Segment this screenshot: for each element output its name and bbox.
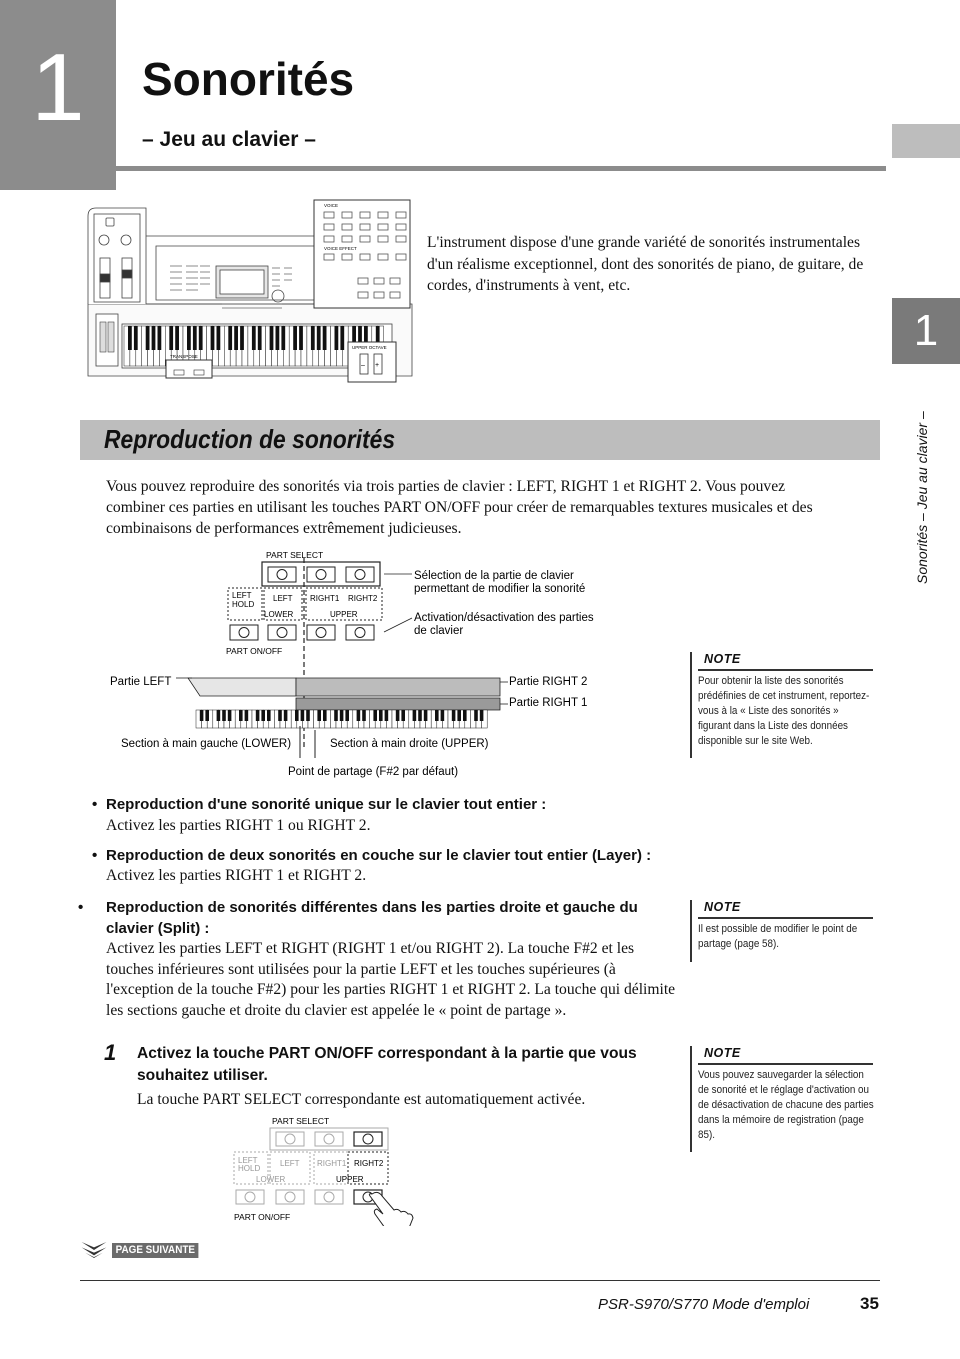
black-key	[317, 710, 321, 721]
black-key	[441, 710, 445, 721]
section-title: Reproduction de sonorités	[104, 424, 396, 454]
black-key	[340, 710, 344, 721]
side-tab-top	[892, 124, 960, 158]
octave-minus: –	[361, 362, 365, 369]
black-key	[301, 710, 305, 721]
black-key	[340, 326, 344, 350]
black-key	[463, 710, 467, 721]
split-point-label: Point de partage (F#2 par défaut)	[288, 766, 459, 778]
black-key	[295, 710, 299, 721]
voice-label: VOICE	[324, 203, 339, 208]
black-key	[258, 326, 262, 350]
right2-label: RIGHT2	[348, 594, 378, 603]
note-2-body: Il est possible de modifier le point de partage (page 58).	[698, 923, 858, 950]
black-key	[239, 710, 243, 721]
page-number: 35	[860, 1294, 879, 1313]
page-subtitle: – Jeu au clavier –	[142, 128, 316, 151]
black-key	[193, 326, 197, 350]
callout-select-1: Sélection de la partie de clavier	[414, 570, 574, 582]
voice-effect-label: VOICE EFFECT	[324, 246, 357, 251]
black-key	[228, 710, 232, 721]
note-3	[690, 1046, 875, 1152]
black-key	[199, 326, 203, 350]
diagram-keyboard	[196, 710, 487, 728]
black-key	[480, 710, 484, 721]
black-key	[270, 326, 274, 350]
note-1	[690, 652, 875, 758]
step-heading: Activez la touche PART ON/OFF correspondant à la partie que vous souhaitez utiliser.	[137, 1045, 637, 1084]
d2-left-label: LEFT	[280, 1159, 300, 1168]
black-key	[323, 326, 327, 350]
black-key	[379, 710, 383, 721]
d2-right2-label: RIGHT2	[354, 1159, 384, 1168]
callout-onoff-1: Activation/désactivation des parties	[414, 612, 594, 624]
black-key	[146, 326, 150, 350]
black-key	[284, 710, 288, 721]
partie-left-label: Partie LEFT	[110, 676, 172, 688]
partie-right2-label: Partie RIGHT 2	[509, 676, 588, 688]
black-key	[228, 326, 232, 350]
black-key	[276, 326, 280, 350]
black-key	[240, 326, 244, 350]
black-key	[413, 710, 417, 721]
black-key	[169, 326, 173, 350]
d2-lower-label: LOWER	[256, 1175, 286, 1184]
upper-label: UPPER	[330, 610, 358, 619]
black-key	[334, 710, 338, 721]
black-key	[128, 326, 132, 350]
section-lower-label: Section à main gauche (LOWER)	[121, 738, 292, 750]
bullet-2-body: Activez les parties RIGHT 1 et RIGHT 2.	[106, 867, 367, 884]
black-key	[457, 710, 461, 721]
upper-octave-label: UPPER OCTAVE	[352, 345, 387, 350]
part-on-off-label: PART ON/OFF	[226, 646, 283, 656]
black-key	[205, 710, 209, 721]
black-key	[396, 710, 400, 721]
d2-upper-label: UPPER	[336, 1175, 364, 1184]
step-number: 1	[104, 1040, 117, 1065]
section-upper-label: Section à main droite (UPPER)	[330, 738, 489, 750]
black-key	[187, 326, 191, 350]
part-select-label: PART SELECT	[266, 550, 324, 560]
bullet-3-head: • Reproduction de sonorités différentes dans les parties droite et gauche du clavier (Split) :	[78, 899, 638, 937]
black-key	[474, 710, 478, 721]
d2-part-on-off-label: PART ON/OFF	[234, 1212, 291, 1222]
black-key	[281, 326, 285, 350]
octave-plus: +	[375, 362, 380, 369]
footer-rule	[80, 1280, 880, 1281]
black-key	[373, 710, 377, 721]
black-key	[134, 326, 138, 350]
step-body: La touche PART SELECT correspondante est automatiquement activée.	[137, 1091, 586, 1108]
black-key	[158, 326, 162, 350]
black-key	[152, 326, 156, 350]
black-key	[234, 326, 238, 350]
part-diagram	[100, 548, 620, 780]
black-key	[335, 326, 339, 350]
transpose-label: TRANSPOSE	[170, 354, 198, 359]
black-key	[435, 710, 439, 721]
black-key	[175, 326, 179, 350]
bullet-1-body: Activez les parties RIGHT 1 ou RIGHT 2.	[106, 817, 371, 834]
left-hold-label-2: HOLD	[232, 600, 255, 609]
intro-paragraph: L'instrument dispose d'une grande variété de sonorités instrumentales d'un réalisme exceptionnel, dont des sonorités de piano, de guitare, de cordes, d'instruments à vent, etc.	[427, 234, 864, 294]
section-paragraph: Vous pouvez reproduire des sonorités via trois parties de clavier : LEFT, RIGHT 1 et RIGHT 2. Vous pouvez combiner ces parties en utilisant les touches PART ON/OFF pour créer de remarquables textures musicales et des combinaisons de performances extrêmement judicieuses.	[106, 478, 813, 537]
note-3-title: NOTE	[704, 1046, 741, 1060]
d2-left-hold-2: HOLD	[238, 1164, 261, 1173]
note-2	[690, 900, 875, 962]
callout-onoff-2: de clavier	[414, 625, 464, 637]
black-key	[217, 326, 221, 350]
side-tab-number: 1	[892, 298, 960, 364]
part-select-diagram	[228, 1114, 428, 1226]
right1-label: RIGHT1	[310, 594, 340, 603]
d2-part-select-label: PART SELECT	[272, 1116, 330, 1126]
black-key	[267, 710, 271, 721]
black-key	[299, 326, 303, 350]
partie-right1-label: Partie RIGHT 1	[509, 697, 588, 709]
black-key	[345, 710, 349, 721]
instrument-illustration	[86, 196, 416, 386]
black-key	[200, 710, 204, 721]
black-key	[293, 326, 297, 350]
header-rule	[116, 166, 886, 171]
black-key	[211, 326, 215, 350]
black-key	[418, 710, 422, 721]
black-key	[452, 710, 456, 721]
left-hold-label-1: LEFT	[232, 591, 252, 600]
black-key	[317, 326, 321, 350]
next-page-label[interactable]: PAGE SUIVANTE	[112, 1243, 199, 1258]
chapter-number: 1	[31, 34, 85, 141]
black-key	[323, 710, 327, 721]
black-key	[424, 710, 428, 721]
bullet-2-head: • Reproduction de deux sonorités en couche sur le clavier tout entier (Layer) :	[92, 847, 652, 864]
black-key	[245, 710, 249, 721]
bullet-3-body: Activez les parties LEFT et RIGHT (RIGHT 1 et/ou RIGHT 2). La touche F#2 et les touches inférieures sont utilisées pour la partie LEFT et les touches supérieures (à l'exception de la touche F#2) pour les parties RIGHT 1 et RIGHT 2. La touche qui délimite les sections gauche et droite du clavier est appelée le « point de partage ».	[106, 940, 676, 1019]
next-page-arrows-icon	[80, 1242, 108, 1258]
lower-label: LOWER	[264, 610, 294, 619]
black-key	[362, 710, 366, 721]
illustration-keys	[124, 326, 384, 366]
black-key	[401, 710, 405, 721]
note-1-body: Pour obtenir la liste des sonorités prédéfinies de cet instrument, reportez-vous à la « Liste des sonorités » figurant dans la Liste des données disponible sur le site Web.	[698, 675, 870, 747]
note-2-title: NOTE	[704, 900, 741, 914]
black-key	[217, 710, 221, 721]
black-key	[252, 326, 256, 350]
left-label: LEFT	[273, 594, 293, 603]
black-key	[306, 710, 310, 721]
footer-manual-title: PSR-S970/S770 Mode d'emploi	[598, 1296, 810, 1313]
note-3-body: Vous pouvez sauvegarder la sélection de sonorité et le réglage d'activation ou de désactivation de chacune des parties dans la mémoire de registration (page 85).	[698, 1069, 874, 1141]
black-key	[278, 710, 282, 721]
black-key	[357, 710, 361, 721]
d2-right1-label: RIGHT1	[317, 1159, 347, 1168]
bullet-1-head: • Reproduction d'une sonorité unique sur le clavier tout entier :	[92, 796, 547, 813]
side-running-title: Sonorités – Jeu au clavier –	[914, 411, 930, 584]
page-title: Sonorités	[142, 53, 355, 105]
black-key	[261, 710, 265, 721]
note-1-title: NOTE	[704, 652, 741, 666]
black-key	[222, 710, 226, 721]
black-key	[311, 326, 315, 350]
black-key	[385, 710, 389, 721]
callout-select-2: permettant de modifier la sonorité	[414, 583, 586, 595]
d2-left-hold-1: LEFT	[238, 1156, 258, 1165]
black-key	[256, 710, 260, 721]
